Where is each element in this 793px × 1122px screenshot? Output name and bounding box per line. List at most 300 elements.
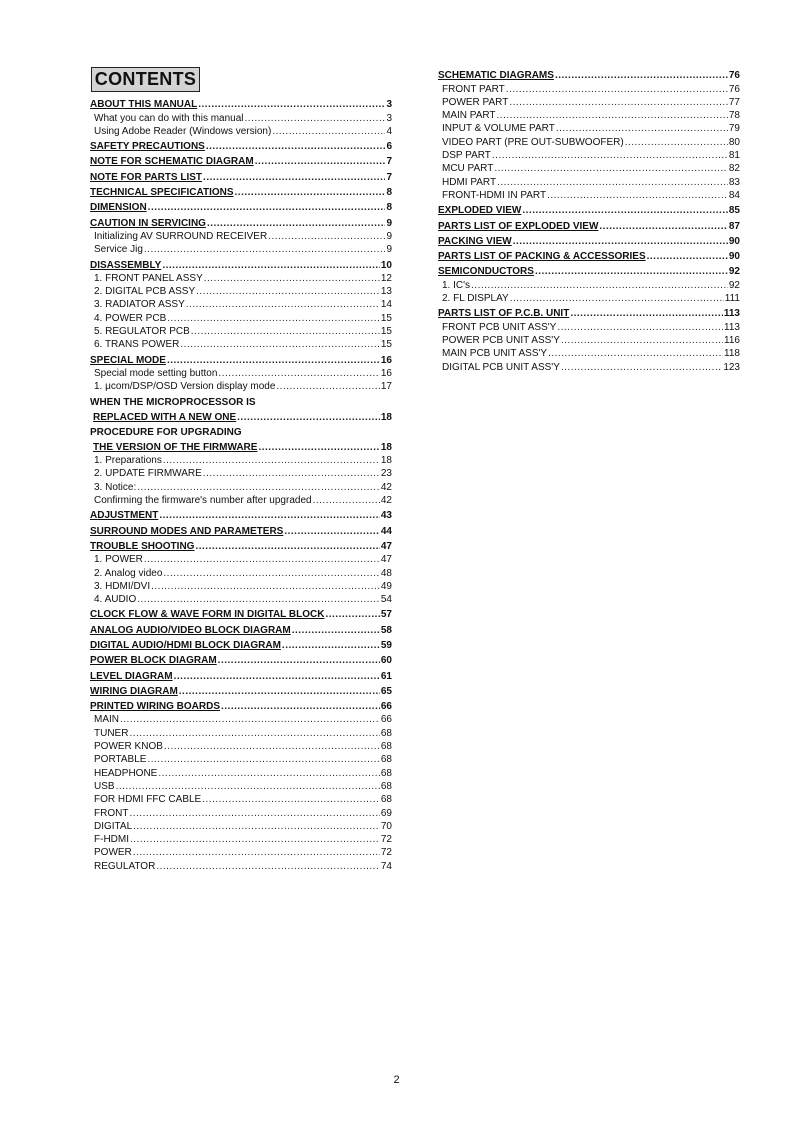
toc-entry-label: 2. FL DISPLAY [442,293,509,305]
toc-entry[interactable] [438,322,740,334]
toc-entry[interactable] [90,368,392,380]
toc-entry-page: 81 [728,150,740,162]
toc-entry-label: CLOCK FLOW & WAVE FORM IN DIGITAL BLOCK [90,609,325,621]
toc-entry-label: 5. REGULATOR PCB [94,326,190,338]
toc-entry[interactable] [438,221,740,233]
toc-entry[interactable] [90,495,392,507]
toc-entry-page: 43 [380,510,392,522]
toc-entry[interactable] [90,568,392,580]
toc-entry-page: 3 [386,99,392,111]
dot-leader [235,187,386,199]
toc-entry-label: TUNER [94,727,129,739]
dot-leader [133,821,380,833]
toc-entry-label: Initializing AV SURROUND RECEIVER [94,230,268,242]
toc-entry-page: 80 [728,136,740,148]
toc-entry-page: 111 [724,293,740,305]
toc-entry-page: 15 [380,326,392,338]
dot-leader [647,251,728,263]
toc-entry[interactable] [90,202,392,214]
toc-entry-label: 1. Preparations [94,455,162,467]
dot-leader [547,190,728,202]
dot-leader [162,260,380,272]
toc-entry[interactable] [90,526,392,538]
toc-entry-page: 68 [380,741,392,753]
dot-leader [167,355,380,367]
toc-entry[interactable] [90,714,392,726]
toc-entry-label: SEMICONDUCTORS [438,266,534,278]
toc-entry-label: FRONT PCB UNIT ASS'Y [442,321,557,333]
toc-entry[interactable] [90,625,392,637]
dot-leader [196,286,380,298]
dot-leader [292,625,380,637]
dot-leader [164,741,380,753]
toc-entry-page: 13 [380,286,392,298]
toc-entry-label: REPLACED WITH A NEW ONE [93,411,237,423]
toc-entry[interactable] [90,99,392,111]
toc-entry[interactable] [90,847,392,859]
toc-entry[interactable] [90,442,392,454]
toc-entry[interactable] [438,150,740,162]
toc-entry-label: HEADPHONE [94,767,158,779]
dot-leader [120,714,380,726]
toc-entry-page: 12 [380,272,392,284]
toc-entry[interactable] [90,609,392,621]
dot-leader [625,137,728,149]
dot-leader [133,847,380,859]
toc-entry-page: 14 [380,299,392,311]
dot-leader [204,273,380,285]
toc-entry-label: 2. DIGITAL PCB ASSY [94,286,196,298]
toc-entry[interactable] [90,286,392,298]
toc-entry-label: SCHEMATIC DIAGRAMS [438,70,554,82]
toc-entry[interactable] [90,313,392,325]
toc-entry-label: Special mode setting button [94,367,218,379]
toc-entry-label: DIGITAL AUDIO/HDMI BLOCK DIAGRAM [90,639,281,651]
toc-entry[interactable] [90,741,392,753]
toc-entry[interactable] [90,339,392,351]
dot-leader [159,510,380,522]
dot-leader [555,70,728,82]
toc-entry[interactable] [90,834,392,846]
toc-entry-page: 74 [380,860,392,872]
dot-leader [325,609,379,621]
toc-entry[interactable] [438,163,740,175]
dot-leader [116,781,380,793]
toc-entry[interactable] [90,808,392,820]
toc-entry-page: 23 [380,468,392,480]
dot-leader [221,701,380,713]
dot-leader [130,834,380,846]
toc-entry[interactable] [438,308,740,320]
toc-entry-label: 1. IC's [442,279,471,291]
dot-leader [510,293,724,305]
toc-entry-label: FRONT-HDMI IN PART [442,189,547,201]
toc-entry[interactable] [90,728,392,740]
toc-entry[interactable] [90,594,392,606]
dot-leader [268,231,385,243]
toc-entry-page: 4 [386,125,392,137]
toc-entry-page: 78 [728,110,740,122]
toc-entry[interactable] [90,861,392,873]
toc-entry-label: MAIN PCB UNIT ASS'Y [442,348,548,360]
toc-entry-page: 82 [728,163,740,175]
toc-entry-label: WHEN THE MICROPROCESSOR IS [90,396,256,408]
dot-leader [509,97,728,109]
dot-leader [237,412,380,424]
toc-entry-label: ADJUSTMENT [90,510,159,522]
dot-leader [129,808,379,820]
toc-entry[interactable] [90,412,392,424]
toc-entry-page: 79 [728,123,740,135]
toc-entry-label: MCU PART [442,163,494,175]
dot-leader [148,202,386,214]
toc-entry-label: 1. POWER [94,554,143,566]
toc-entry-page: 18 [380,441,392,453]
dot-leader [497,177,728,189]
toc-entry-page: 16 [380,367,392,379]
toc-entry[interactable] [90,701,392,713]
toc-entry[interactable] [90,187,392,199]
toc-entry-page: 68 [380,727,392,739]
toc-entry-label: 3. HDMI/DVI [94,580,151,592]
toc-entry-page: 47 [380,554,392,566]
toc-entry-page: 66 [380,714,392,726]
toc-entry-page: 83 [728,176,740,188]
toc-entry[interactable] [90,686,392,698]
dot-leader [137,594,380,606]
toc-entry[interactable] [90,510,392,522]
dot-leader [163,455,380,467]
toc-entry-label: PORTABLE [94,754,147,766]
toc-entry-label: PRINTED WIRING BOARDS [90,701,220,713]
dot-leader [195,541,379,553]
toc-entry-page: 76 [728,83,740,95]
toc-entry-page: 72 [380,834,392,846]
toc-entry-page: 65 [380,685,392,697]
dot-leader [561,335,723,347]
toc-entry-page: 68 [380,754,392,766]
toc-entry-label: PACKING VIEW [438,235,512,247]
toc-entry[interactable] [438,190,740,202]
toc-entry-page: 9 [386,217,392,229]
toc-entry[interactable] [438,293,740,305]
toc-entry[interactable] [90,754,392,766]
toc-entry-label: 4. AUDIO [94,594,137,606]
toc-entry-label: SURROUND MODES AND PARAMETERS [90,525,284,537]
toc-entry-label: 2. UPDATE FIRMWARE [94,468,202,480]
toc-entry[interactable] [90,260,392,272]
toc-entry-page: 85 [728,205,740,217]
toc-entry[interactable] [438,251,740,263]
dot-leader [272,126,385,138]
dot-leader [497,110,728,122]
toc-entry-label: ANALOG AUDIO/VIDEO BLOCK DIAGRAM [90,624,291,636]
toc-entry-page: 6 [386,141,392,153]
toc-entry-page: 58 [380,624,392,636]
toc-entry-label: 3. RADIATOR ASSY [94,299,185,311]
dot-leader [556,123,728,135]
toc-entry-label: F-HDMI [94,834,129,846]
dot-leader [570,308,723,320]
toc-entry-page: 48 [380,567,392,579]
toc-entry-page: 18 [380,455,392,467]
toc-entry-label: 4. POWER PCB [94,312,167,324]
toc-entry[interactable] [90,299,392,311]
toc-entry-page: 15 [380,312,392,324]
toc-entry[interactable] [438,177,740,189]
toc-entry-page: 77 [728,96,740,108]
toc-entry-label: FOR HDMI FFC CABLE [94,794,202,806]
toc-entry-page: 10 [380,259,392,271]
dot-leader [129,728,379,740]
toc-entry-page: 60 [380,655,392,667]
toc-entry-label: INPUT & VOLUME PART [442,123,555,135]
toc-entry-page: 92 [728,266,740,278]
toc-entry-label: EXPLODED VIEW [438,205,522,217]
toc-entry[interactable] [438,110,740,122]
dot-leader [492,150,728,162]
toc-entry-page: 66 [380,701,392,713]
toc-entry[interactable] [90,381,392,393]
dot-leader [174,671,380,683]
dot-leader [203,172,385,184]
dot-leader [151,581,380,593]
toc-entry[interactable] [90,581,392,593]
dot-leader [548,348,723,360]
dot-leader [282,640,380,652]
toc-entry[interactable] [438,348,740,360]
toc-entry[interactable] [90,768,392,780]
toc-entry-label: PARTS LIST OF EXPLODED VIEW [438,220,599,232]
toc-entry-label: DSP PART [442,150,491,162]
toc-entry[interactable] [90,244,392,256]
dot-leader [186,299,380,311]
toc-entry-page: 54 [380,594,392,606]
toc-entry-label: REGULATOR [94,860,156,872]
toc-entry-label: USB [94,780,115,792]
toc-entry-label: LEVEL DIAGRAM [90,670,173,682]
dot-leader [245,113,386,125]
dot-leader [255,156,386,168]
toc-entry-label: CAUTION IN SERVICING [90,217,206,229]
dot-leader [599,221,727,233]
toc-entry-label: MAIN PART [442,110,496,122]
toc-entry-label: 3. Notice: [94,481,137,493]
toc-entry-page: 18 [380,411,392,423]
toc-entry[interactable] [90,273,392,285]
dot-leader [158,768,380,780]
toc-entry-page: 70 [380,820,392,832]
toc-entry-page: 7 [386,156,392,168]
toc-entry-label: 1. FRONT PANEL ASSY [94,272,203,284]
page-number: 2 [393,1074,400,1086]
toc-entry[interactable] [438,236,740,248]
toc-entry[interactable] [438,70,740,82]
toc-entry-label: NOTE FOR PARTS LIST [90,171,203,183]
toc-entry[interactable] [438,280,740,292]
toc-entry-page: 68 [380,767,392,779]
toc-entry-page: 42 [380,481,392,493]
dot-leader [313,495,380,507]
toc-entry[interactable] [90,218,392,230]
dot-leader [284,526,380,538]
toc-entry[interactable] [438,123,740,135]
toc-entry-label: VIDEO PART (PRE OUT-SUBWOOFER) [442,136,624,148]
toc-entry-label: FRONT [94,807,129,819]
dot-leader [561,362,722,374]
toc-entry[interactable] [90,541,392,553]
toc-entry-label: NOTE FOR SCHEMATIC DIAGRAM [90,156,254,168]
toc-entry[interactable] [438,137,740,149]
toc-entry[interactable] [90,326,392,338]
toc-entry-label: FRONT PART [442,83,505,95]
toc-entry-page: 92 [728,279,740,291]
toc-entry-page: 9 [386,230,392,242]
toc-entry-label: DIGITAL PCB UNIT ASS'Y [442,361,560,373]
toc-entry-label: WIRING DIAGRAM [90,685,178,697]
toc-entry-page: 68 [380,794,392,806]
toc-entry[interactable] [90,427,392,439]
dot-leader [522,205,728,217]
toc-entry-page: 17 [380,381,392,393]
toc-entry-page: 76 [728,70,740,82]
toc-entry-page: 90 [728,235,740,247]
dot-leader [137,482,380,494]
toc-entry-label: PARTS LIST OF P.C.B. UNIT [438,308,570,320]
toc-entry-page: 72 [380,847,392,859]
toc-entry[interactable] [90,468,392,480]
toc-entry-label: MAIN [94,714,119,726]
dot-leader [202,794,380,806]
dot-leader [218,655,380,667]
toc-entry-label: Using Adobe Reader (Windows version) [94,125,272,137]
toc-entry-page: 113 [723,308,740,320]
toc-entry-label: 2. Analog video [94,567,163,579]
toc-entry-label: SAFETY PRECAUTIONS [90,141,205,153]
dot-leader [191,326,380,338]
dot-leader [471,280,728,292]
toc-entry[interactable] [438,335,740,347]
toc-entry-label: PARTS LIST OF PACKING & ACCESSORIES [438,251,646,263]
dot-leader [557,322,723,334]
toc-entry-label: TECHNICAL SPECIFICATIONS [90,187,234,199]
dot-leader [218,368,379,380]
toc-entry[interactable] [90,141,392,153]
dot-leader [156,861,380,873]
toc-entry-page: 16 [380,354,392,366]
toc-entry-page: 8 [386,202,392,214]
toc-entry-label: POWER KNOB [94,741,163,753]
toc-entry-page: 47 [380,540,392,552]
toc-entry-label: POWER [94,847,132,859]
dot-leader [203,468,380,480]
toc-entry-label: ABOUT THIS MANUAL [90,99,198,111]
toc-entry[interactable] [438,205,740,217]
toc-entry[interactable] [90,231,392,243]
dot-leader [167,313,380,325]
toc-entry[interactable] [90,172,392,184]
toc-entry-label: POWER PART [442,96,509,108]
dot-leader [206,141,386,153]
toc-entry-label: POWER PCB UNIT ASS'Y [442,334,560,346]
toc-entry-page: 44 [380,525,392,537]
dot-leader [513,236,728,248]
dot-leader [144,554,380,566]
toc-entry-label: Confirming the firmware's number after upgraded [94,495,312,507]
toc-entry[interactable] [438,97,740,109]
toc-entry[interactable] [90,355,392,367]
toc-entry-label: THE VERSION OF THE FIRMWARE [93,441,258,453]
toc-entry[interactable] [438,84,740,96]
toc-entry-page: 15 [380,339,392,351]
toc-entry-page: 9 [386,244,392,256]
toc-entry-label: 6. TRANS POWER [94,339,180,351]
toc-entry[interactable] [90,794,392,806]
toc-entry[interactable] [90,781,392,793]
toc-entry-label: SPECIAL MODE [90,354,166,366]
toc-left-column [90,96,392,873]
toc-entry-page: 69 [380,807,392,819]
toc-entry[interactable] [438,362,740,374]
toc-entry-page: 116 [724,334,740,346]
dot-leader [535,266,728,278]
toc-entry-page: 61 [380,670,392,682]
toc-entry[interactable] [438,266,740,278]
dot-leader [147,754,379,766]
toc-entry-label: POWER BLOCK DIAGRAM [90,655,217,667]
toc-entry-label: Service Jig [94,244,143,256]
toc-entry-label: DIGITAL [94,820,133,832]
toc-entry-label: What you can do with this manual [94,112,244,124]
toc-entry-page: 8 [386,187,392,199]
dot-leader [144,244,386,256]
toc-entry-label: TROUBLE SHOOTING [90,540,195,552]
toc-entry[interactable] [90,655,392,667]
dot-leader [163,568,379,580]
toc-entry[interactable] [90,455,392,467]
dot-leader [506,84,728,96]
toc-entry-page: 87 [728,220,740,232]
toc-entry-label: DISASSEMBLY [90,259,162,271]
toc-entry-page: 3 [386,112,392,124]
toc-entry[interactable] [90,113,392,125]
toc-entry[interactable] [90,156,392,168]
toc-entry-page: 90 [728,251,740,263]
toc-entry[interactable] [90,126,392,138]
toc-entry[interactable] [90,640,392,652]
dot-leader [258,442,379,454]
toc-entry-page: 49 [380,580,392,592]
contents-title: CONTENTS [91,67,200,92]
toc-entry-page: 84 [728,189,740,201]
toc-entry[interactable] [90,671,392,683]
toc-entry-page: 113 [724,321,740,333]
toc-entry-page: 7 [386,171,392,183]
dot-leader [494,163,728,175]
dot-leader [180,339,379,351]
toc-entry[interactable] [90,554,392,566]
toc-entry-page: 59 [380,639,392,651]
toc-entry-label: HDMI PART [442,176,497,188]
toc-entry-label: DIMENSION [90,202,147,214]
dot-leader [207,218,386,230]
toc-entry-page: 57 [380,609,392,621]
toc-entry-page: 42 [380,495,392,507]
dot-leader [179,686,380,698]
toc-entry[interactable] [90,397,392,409]
toc-entry[interactable] [90,482,392,494]
toc-entry[interactable] [90,821,392,833]
